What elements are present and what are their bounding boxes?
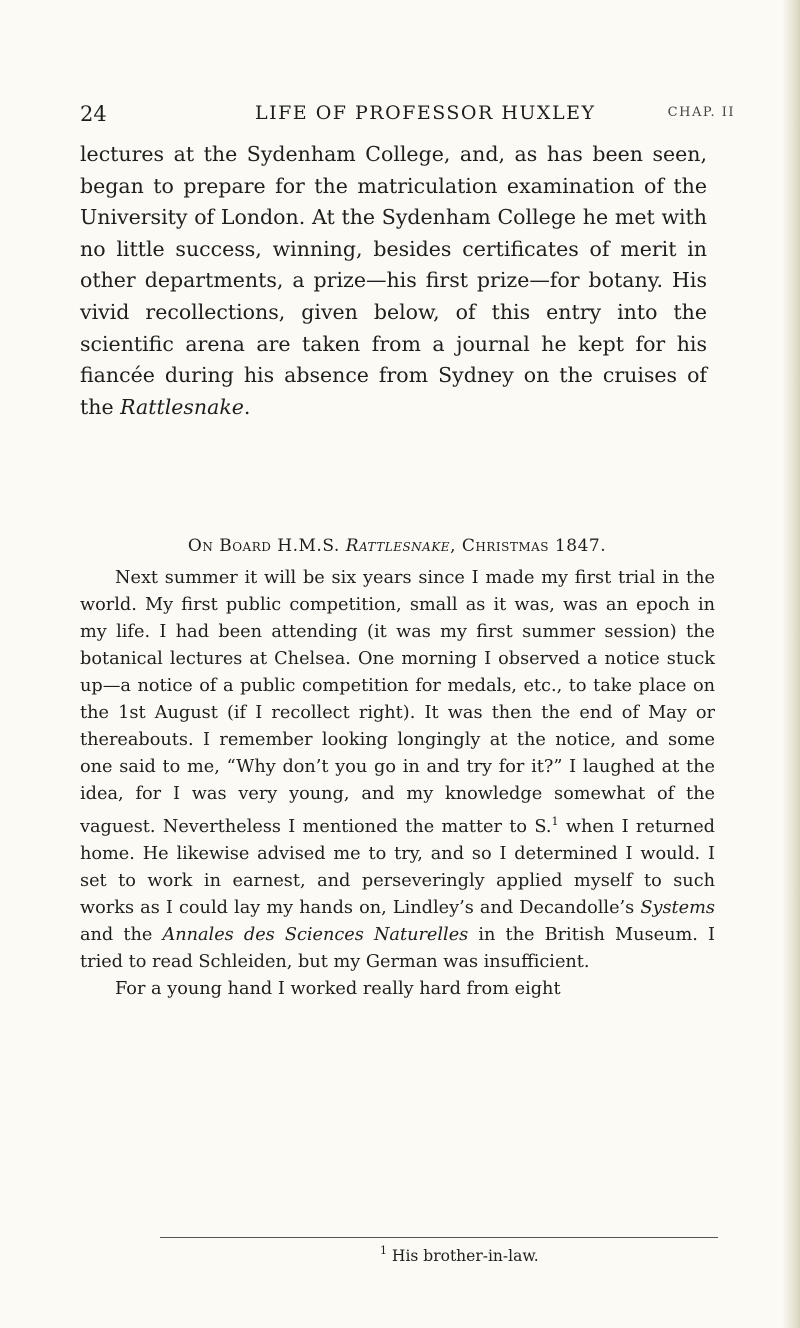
- intro-end: .: [243, 394, 251, 419]
- footnote-divider: [160, 1237, 718, 1238]
- journal-text: and the: [80, 925, 163, 945]
- paragraph-intro: [80, 139, 707, 423]
- heading-suffix: , Christmas 1847.: [450, 536, 607, 556]
- journal-text: when I returned home. He likewise advised me to try, and so I determined I would. I set to work in earnest, and perseveringly applied myself to such works as I could lay my hands on, Lindley’s and Decandolle’s: [80, 817, 715, 918]
- journal-extract: [80, 551, 715, 1003]
- footnote-reference: 1: [551, 815, 559, 828]
- ship-name: Rattlesnake: [120, 394, 244, 419]
- journal-paragraph: [80, 565, 715, 976]
- page-header: [80, 102, 735, 132]
- chapter-label: CHAP. II: [667, 105, 735, 120]
- journal-text: Next summer it will be six years since I made my first trial in the world. My first public competition, small as it was, was an epoch in my life. I had been attending (it was my first summer session) the botanical lectures at Chelsea. One morning I observed a notice stuck up—a notice of a public competition for medals, etc., to take place on the 1st August (if I recollect right). It was then the end of May or thereabouts. I remember looking longingly at the notice, and some one said to me, “Why don’t you go in and try for it?” I laughed at the idea, for I was very young, and my knowledge somewhat of the vaguest. Nevertheless I mentioned the matter to S.: [80, 568, 715, 837]
- page-edge-shadow: [782, 0, 800, 1328]
- body-text: [80, 139, 707, 423]
- footnote-text: His brother-in-law.: [387, 1247, 539, 1265]
- journal-paragraph: For a young hand I worked really hard from eight: [115, 979, 561, 999]
- book-title: Annales des Sciences Naturelles: [162, 925, 469, 945]
- running-title: LIFE OF PROFESSOR HUXLEY: [255, 102, 596, 124]
- heading-ship: Rattlesnake: [345, 536, 451, 556]
- heading-prefix: On Board H.M.S.: [187, 536, 346, 556]
- footnote: [380, 1244, 539, 1265]
- footnote-marker: 1: [380, 1244, 387, 1257]
- journal-text: in the British Museum. I tried to read Schleiden, but my German was insufficient.: [80, 925, 715, 972]
- intro-text: lectures at the Sydenham College, and, as has been seen, began to prepare for the matriculation examination of the University of London. At the Sydenham College he met with no little success, winning, besides certificates of merit in other departments, a prize—his first prize—for botany. His vivid recollections, given below, of this entry into the scientific arena are taken from a journal he kept for his fiancée during his absence from Sydney on the cruises of the: [80, 142, 707, 419]
- page-number: 24: [80, 102, 107, 126]
- book-title: Systems: [640, 898, 715, 918]
